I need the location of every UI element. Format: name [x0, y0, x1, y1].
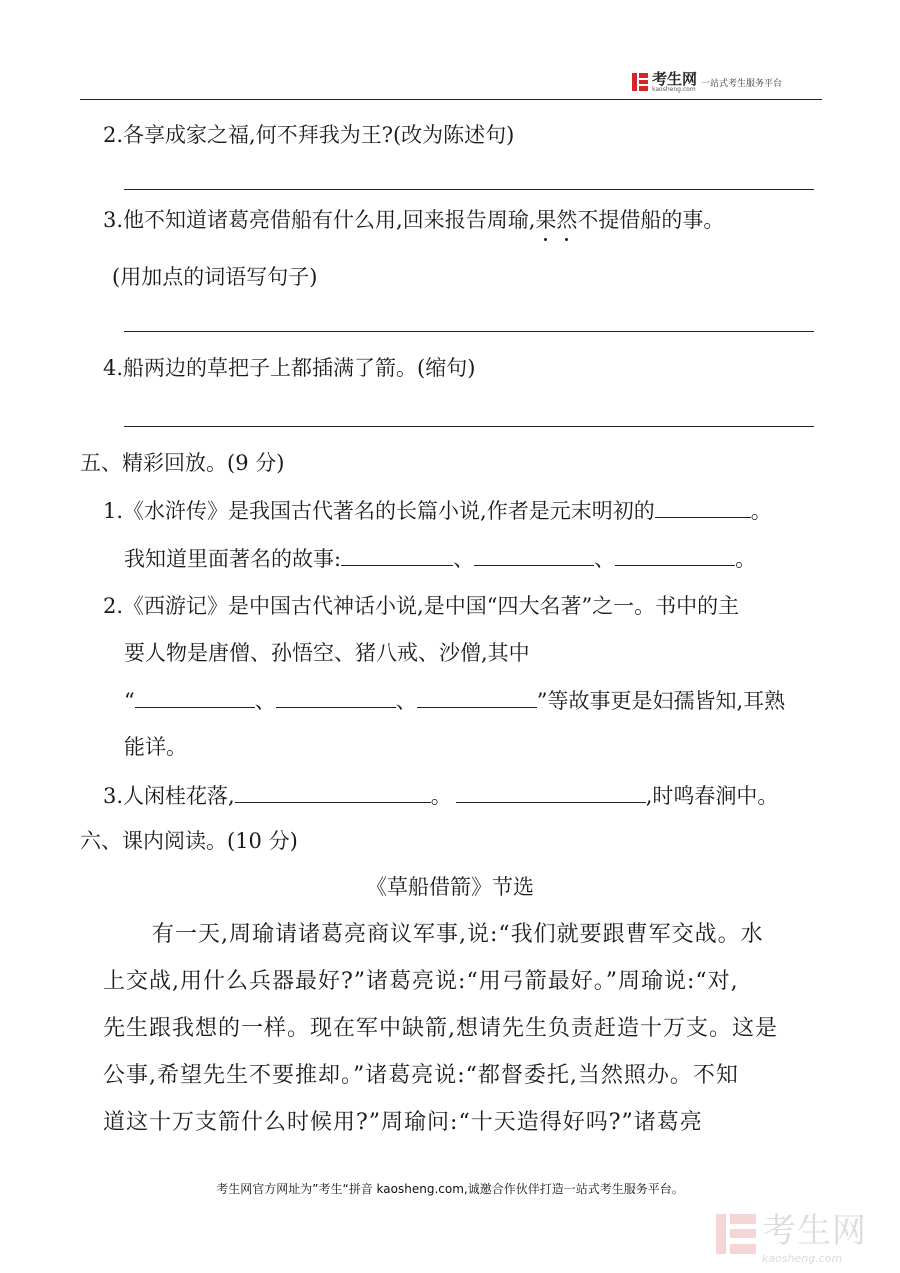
blank-story-2[interactable] — [474, 543, 594, 566]
question-4: 4.船两边的草把子上都插满了箭。(缩句) — [103, 356, 476, 380]
answer-line-q3[interactable] — [124, 331, 814, 332]
answer-line-q2[interactable] — [124, 189, 814, 190]
logo-domain: kaosheng.com — [652, 85, 696, 93]
watermark-domain: kaosheng.com — [762, 1252, 843, 1265]
dotted-char-1: 果 — [535, 205, 556, 235]
question-3-text-a: 3.他不知道诸葛亮借船有什么用,回来报告周瑜, — [103, 208, 536, 232]
dotted-char-2: 然 — [556, 205, 577, 235]
question-2: 2.各享成家之福,何不拜我为王?(改为陈述句) — [103, 123, 515, 147]
footer-text: 考生网官方网址为”考生“拼音 kaosheng.com,诚邀合作伙伴打造一站式考生服务平台。 — [216, 1182, 684, 1196]
sec5-item-2-line3 — [124, 685, 785, 716]
poem-line-4: ,时鸣春涧中。 — [645, 784, 779, 808]
poem-period: 。 — [430, 784, 452, 808]
blank-poem-2[interactable] — [456, 780, 646, 803]
sec5-item-3 — [103, 780, 778, 811]
question-3 — [103, 205, 724, 235]
blank-xyj-2[interactable] — [276, 685, 396, 708]
sec5-item-1-text: 1.《水浒传》是我国古代著名的长篇小说,作者是元末明初的 — [103, 499, 655, 523]
sec5-stories-label: 我知道里面著名的故事: — [124, 547, 342, 571]
blank-story-3[interactable] — [615, 543, 735, 566]
sec5-item-2-tail: ”等故事更是妇孺皆知,耳熟 — [536, 689, 786, 713]
sec5-item-2-line4: 能详。 — [124, 735, 187, 759]
passage-line: 道这十万支箭什么时候用?”周瑜问:“十天造得好吗?”诸葛亮 — [103, 1110, 703, 1135]
section-6-title: 六、课内阅读。(10 分) — [80, 829, 298, 853]
answer-line-q4[interactable] — [124, 426, 814, 427]
logo-icon — [632, 73, 648, 91]
passage-line: 先生跟我想的一样。现在军中缺箭,想请先生负责赶造十万支。这是 — [103, 1016, 778, 1041]
question-3-instruction: (用加点的词语写句子) — [112, 265, 318, 289]
separator: 、 — [254, 689, 276, 713]
header-slogan: 一站式考生服务平台 — [701, 78, 783, 89]
open-quote: “ — [124, 689, 135, 713]
sec5-item-1-end: 。 — [750, 499, 772, 523]
blank-xyj-1[interactable] — [135, 685, 255, 708]
separator: 、 — [395, 689, 417, 713]
blank-xyj-3[interactable] — [417, 685, 537, 708]
logo-name: 考生网 — [652, 69, 698, 88]
passage-line: 公事,希望先生不要推却。”诸葛亮说:“都督委托,当然照办。不知 — [103, 1063, 739, 1088]
header-divider — [80, 99, 822, 100]
section-5-title: 五、精彩回放。(9 分) — [80, 451, 285, 475]
passage-line: 上交战,用什么兵器最好?”诸葛亮说:“用弓箭最好。”周瑜说:“对, — [103, 969, 739, 994]
sec5-item-2: 2.《西游记》是中国古代神话小说,是中国“四大名著”之一。书中的主 — [103, 594, 740, 618]
watermark — [716, 1203, 867, 1265]
blank-story-1[interactable] — [341, 543, 453, 566]
sec5-item-1-stories — [124, 543, 756, 574]
blank-author[interactable] — [655, 495, 751, 518]
separator: 、 — [594, 547, 616, 571]
sec5-stories-end: 。 — [735, 547, 757, 571]
blank-poem-1[interactable] — [235, 780, 431, 803]
passage-line: 有一天,周瑜请诸葛亮商议军事,说:“我们就要跟曹军交战。水 — [152, 922, 764, 947]
watermark-name: 考生网 — [762, 1211, 867, 1251]
passage-title: 《草船借箭》节选 — [366, 875, 534, 899]
question-3-text-b: 不提借船的事。 — [577, 208, 725, 232]
sec5-item-2-line2: 要人物是唐僧、孙悟空、猪八戒、沙僧,其中 — [124, 641, 530, 665]
sec5-item-1 — [103, 495, 772, 526]
site-logo — [632, 70, 782, 94]
separator: 、 — [453, 547, 475, 571]
poem-line-1: 3.人闲桂花落, — [103, 784, 235, 808]
watermark-logo-icon — [716, 1214, 756, 1254]
